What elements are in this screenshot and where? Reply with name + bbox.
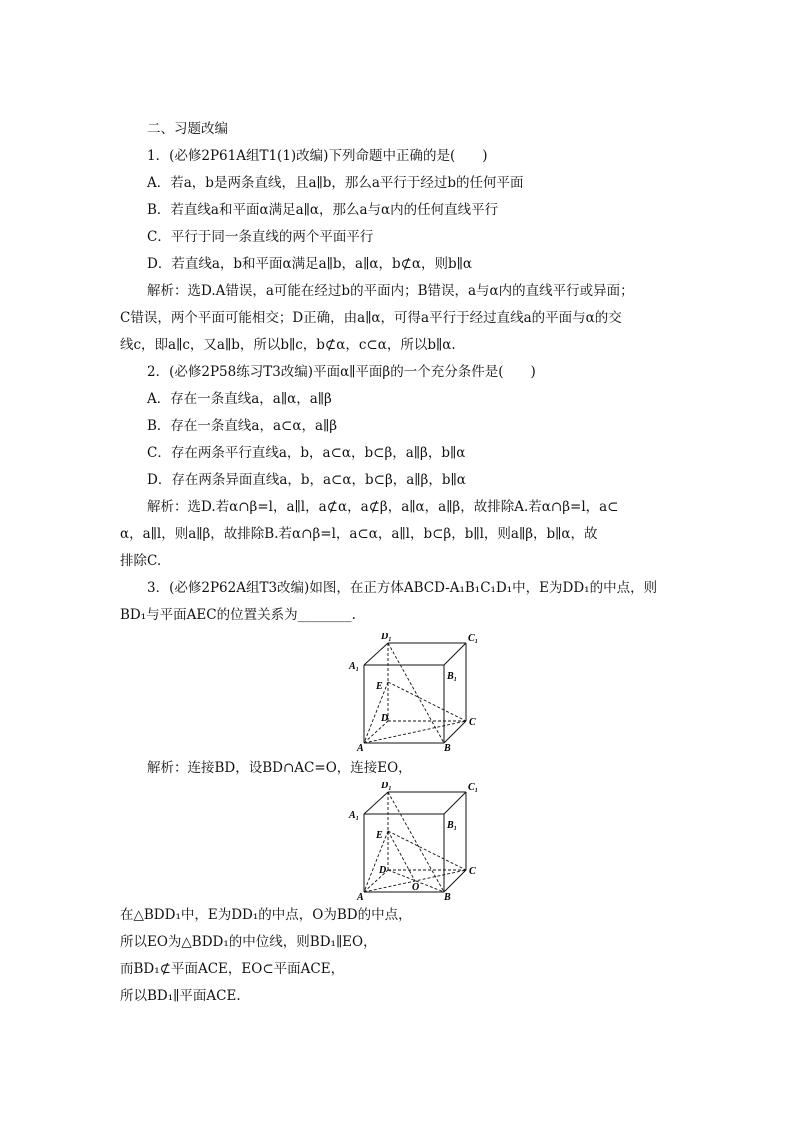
q1-solution-line1: 解析：选D.A错误，a可能在经过b的平面内；B错误，a与α内的直线平行或异面； [147,283,634,299]
label-b1-2: B₁ [447,820,458,831]
label-e: E [376,681,383,692]
label-a: A [357,743,364,751]
label-c1: C₁ [468,633,479,644]
label-a1-2: A₁ [349,810,360,821]
q3-solution-intro: 解析：连接BD，设BD∩AC=O，连接EO， [147,760,412,776]
q1-stem: 1．(必修2P61A组T1(1)改编)下列命题中正确的是( ) [147,148,488,164]
q3-solution-step3: 而BD₁⊄平面ACE，EO⊂平面ACE， [120,961,345,977]
label-c1-2: C₁ [468,782,479,793]
label-b: B [444,743,451,751]
label-o: O [412,882,420,893]
label-e-2: E [376,830,383,841]
q2-option-b: B．存在一条直线a，a⊂α，a∥β [147,418,338,434]
cube-figure-2-svg [348,782,488,900]
cube-figure-2 [348,782,686,900]
q2-option-a: A．存在一条直线a，a∥α，a∥β [147,391,332,407]
label-d: D [381,713,389,724]
q1-option-a: A．若a，b是两条直线，且a∥b，那么a平行于经过b的任何平面 [147,175,524,191]
q3-stem-line2: BD₁与平面AEC的位置关系为________. [120,607,356,623]
q2-option-c: C．存在两条平行直线a，b，a⊂α，b⊂β，a∥β，b∥α [147,445,466,461]
label-b-2: B [444,892,451,900]
label-b1: B₁ [447,671,458,682]
label-a1: A₁ [349,661,360,672]
label-d-2: D [379,865,387,876]
q1-option-b: B．若直线a和平面α满足a∥α，那么a与α内的任何直线平行 [147,202,499,218]
q1-option-c: C．平行于同一条直线的两个平面平行 [147,229,374,245]
q1-solution-line2: C错误，两个平面可能相交；D正确，由a∥α，可得a平行于经过直线a的平面与α的交 [120,310,622,326]
q3-stem-line1: 3．(必修2P62A组T3改编)如图，在正方体ABCD-A₁B₁C₁D₁中，E为DD₁的中点，则 [147,580,658,596]
content [120,116,686,1010]
label-a-2: A [357,892,364,900]
q3-solution-step2: 所以EO为△BDD₁的中位线，则BD₁∥EO， [120,934,377,950]
q2-solution-line3: 排除C. [120,553,162,569]
label-c-2: C [469,866,476,877]
q3-solution-step1: 在△BDD₁中，E为DD₁的中点，O为BD的中点， [120,907,412,923]
cube-figure-1 [348,633,686,751]
q2-option-d: D．存在两条异面直线a，b，a⊂α，b⊂β，a∥β，b∥α [147,472,466,488]
section-title: 二、习题改编 [147,121,228,137]
q2-solution-line2: α，a∥l，则a∥β，故排除B.若α∩β=l，a⊂α，a∥l，b⊂β，b∥l，则a∥β，b∥α，故 [120,526,598,542]
label-d1: D₁ [381,633,392,642]
q2-solution-line1: 解析：选D.若α∩β=l，a∥l，a⊄α，a⊄β，a∥α，a∥β，故排除A.若α∩β=l，a⊂ [147,499,619,515]
q3-solution-step4: 所以BD₁∥平面ACE. [120,988,241,1004]
q2-stem: 2．(必修2P58练习T3改编)平面α∥平面β的一个充分条件是( ) [147,364,536,380]
label-d1-2: D₁ [381,782,392,791]
cube-figure-1-svg [348,633,488,751]
label-c: C [469,717,476,728]
q1-solution-line3: 线c，即a∥c，又a∥b，所以b∥c，b⊄α，c⊂α，所以b∥α. [120,337,456,353]
q1-option-d: D．若直线a，b和平面α满足a∥b，a∥α，b⊄α，则b∥α [147,256,473,272]
